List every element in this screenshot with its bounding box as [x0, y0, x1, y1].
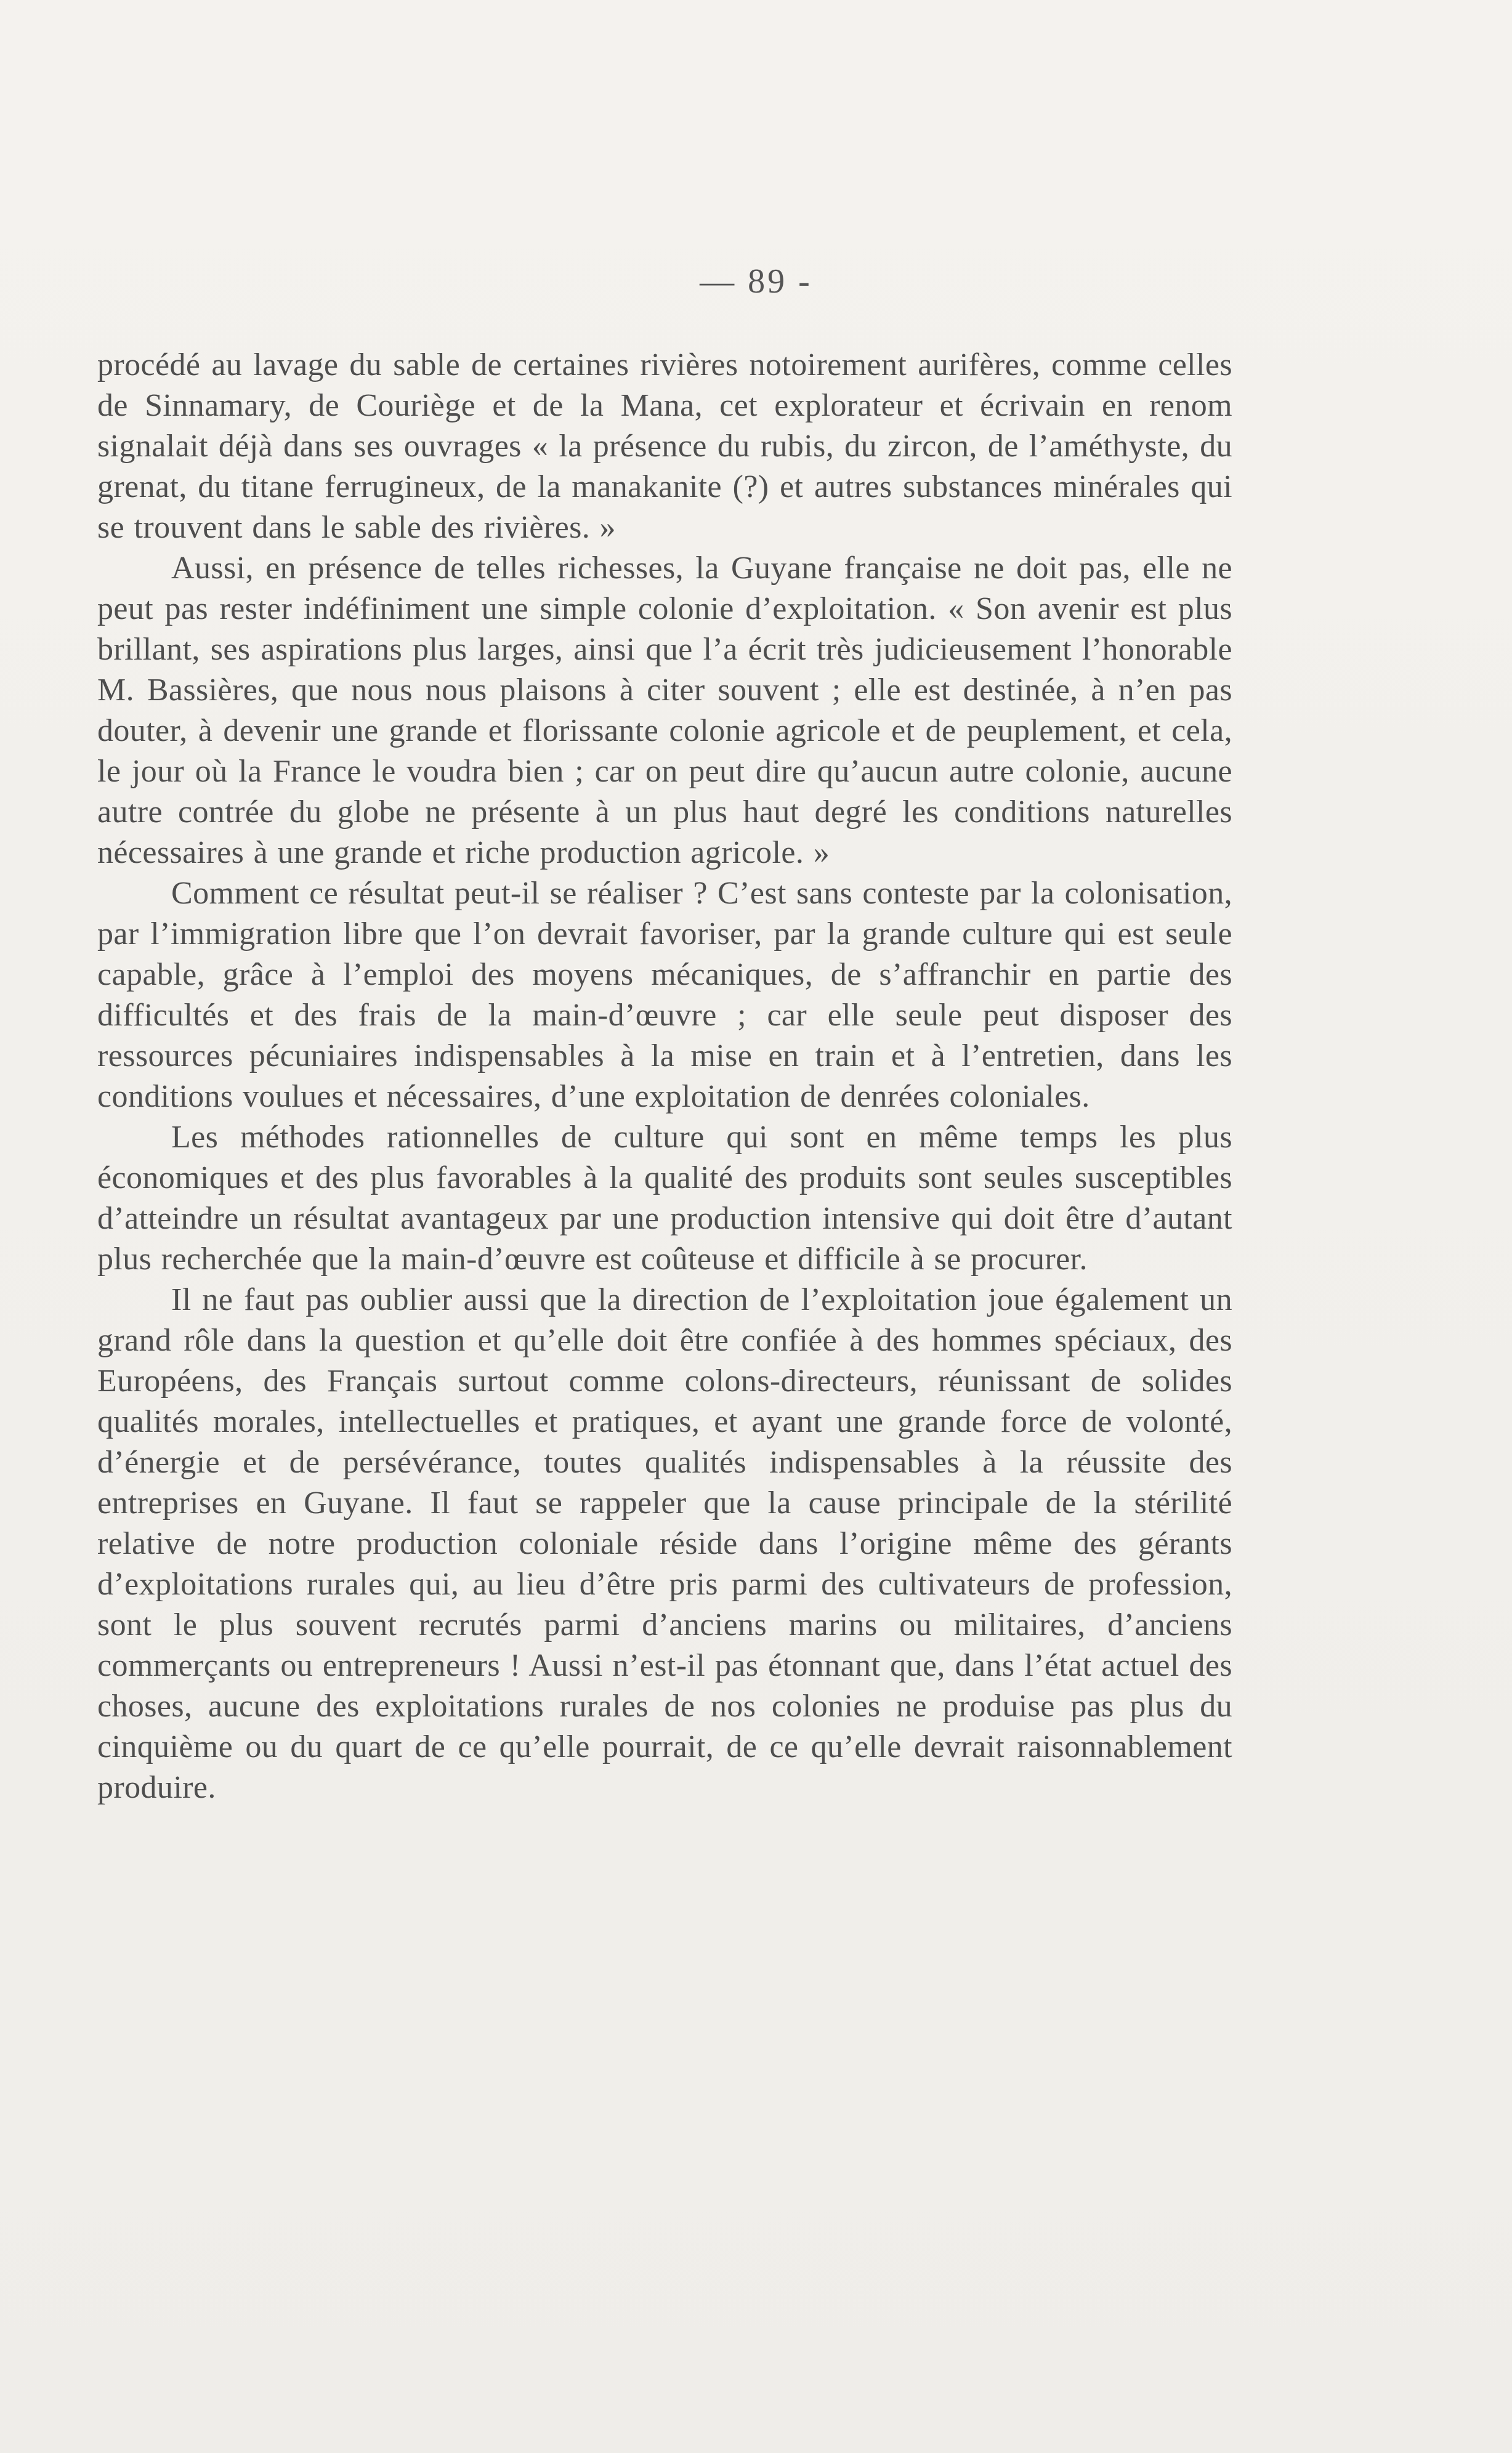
page-number: — 89 -: [700, 262, 812, 301]
paragraph-5: Il ne faut pas oublier aussi que la direction de l’exploitation joue également un grand rôle dans la question et qu’elle doit être confiée à des hommes spéciaux, des Européens, des Français surtout comme colons-directeurs, réunissant de solides qualités morales, intellectuelles et pratiques, et ayant une grande force de volonté, d’énergie et de persévérance, toutes qualités indispensables à la réussite des entreprises en Guyane. Il faut se rappeler que la cause principale de la stérilité relative de notre production coloniale réside dans l’origine même des gérants d’exploitations rurales qui, au lieu d’être pris parmi des cultivateurs de profession, sont le plus souvent recrutés parmi d’anciens marins ou militaires, d’anciens commerçants ou entrepreneurs ! Aussi n’est-il pas étonnant que, dans l’état actuel des choses, aucune des exploitations rurales de nos colonies ne produise pas plus du cinquième ou du quart de ce qu’elle pourrait, de ce qu’elle devrait raisonnablement produire.: [97, 1282, 1232, 1805]
paragraph-3: Comment ce résultat peut-il se réaliser ? C’est sans conteste par la colonisation, par l’immigration libre que l’on devrait favoriser, par la grande culture qui est seule capable, grâce à l’emploi des moyens mécaniques, de s’affranchir en partie des difficultés et des frais de la main-d’œuvre ; car elle seule peut disposer des ressources pécuniaires indispensables à la mise en train et à l’entretien, dans les conditions voulues et nécessaires, d’une exploitation de denrées coloniales.: [97, 876, 1232, 1114]
paragraph-1: procédé au lavage du sable de certaines rivières notoirement aurifères, comme celles de Sinnamary, de Couriège et de la Mana, cet explorateur et écrivain en renom signalait déjà dans ses ouvrages « la présence du rubis, du zircon, de l’améthyste, du grenat, du titane ferrugineux, de la manakanite (?) et autres substances minérales qui se trouvent dans le sable des rivières. »: [97, 347, 1232, 545]
body-text: [97, 345, 1232, 1808]
paragraph-2: Aussi, en présence de telles richesses, la Guyane française ne doit pas, elle ne peut pas rester indéfiniment une simple colonie d’exploitation. « Son avenir est plus brillant, ses aspirations plus larges, ainsi que l’a écrit très judicieusement l’honorable M. Bassières, que nous nous plaisons à citer souvent ; elle est destinée, à n’en pas douter, à devenir une grande et florissante colonie agricole et de peuplement, et cela, le jour où la France le voudra bien ; car on peut dire qu’aucun autre colonie, aucune autre contrée du globe ne présente à un plus haut degré les conditions naturelles nécessaires à une grande et riche production agricole. »: [97, 551, 1232, 870]
paragraph-4: Les méthodes rationnelles de culture qui sont en même temps les plus économiques et des plus favorables à la qualité des produits sont seules susceptibles d’atteindre un résultat avantageux par une production intensive qui doit être d’autant plus recherchée que la main-d’œuvre est coûteuse et difficile à se procurer.: [97, 1120, 1232, 1277]
